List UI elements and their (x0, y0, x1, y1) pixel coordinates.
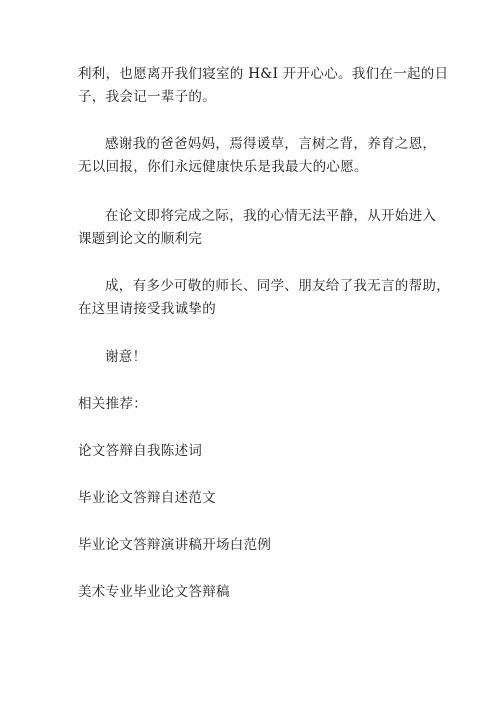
paragraph-line: 感谢我的爸爸妈妈，焉得谖草，言树之背，养育之恩， (105, 136, 437, 152)
paragraph-line: 课题到论文的顺利完 (78, 231, 203, 247)
paragraph-thesis-completion (78, 205, 438, 251)
paragraph-line: 子，我会记一辈子的。 (78, 89, 216, 105)
related-link-2[interactable]: 毕业论文答辩自述范文 (78, 490, 216, 506)
paragraph-line: 谢意！ (105, 349, 147, 365)
related-link-1[interactable]: 论文答辩自我陈述词 (78, 443, 203, 459)
related-link-4[interactable]: 美术专业毕业论文答辩稿 (78, 584, 230, 600)
related-heading: 相关推荐： (78, 396, 147, 412)
related-link-3[interactable]: 毕业论文答辩演讲稿开场白范例 (78, 537, 272, 553)
paragraph-line: 成，有多少可敬的师长、同学、朋友给了我无言的帮助， (105, 278, 450, 294)
paragraph-line: 在这里请接受我诚挚的 (78, 301, 216, 317)
paragraph-thanks (78, 346, 438, 369)
paragraph-line: 无以回报，你们永远健康快乐是我最大的心愿。 (78, 159, 368, 175)
paragraph-line: 利利，也愿离开我们寝室的 H&I 开开心心。我们在一起的日 (78, 66, 449, 82)
paragraph-parents (78, 133, 438, 179)
paragraph-teachers-friends (78, 275, 450, 321)
paragraph-roommates (78, 63, 449, 109)
paragraph-line: 在论文即将完成之际，我的心情无法平静，从开始进入 (105, 208, 437, 224)
